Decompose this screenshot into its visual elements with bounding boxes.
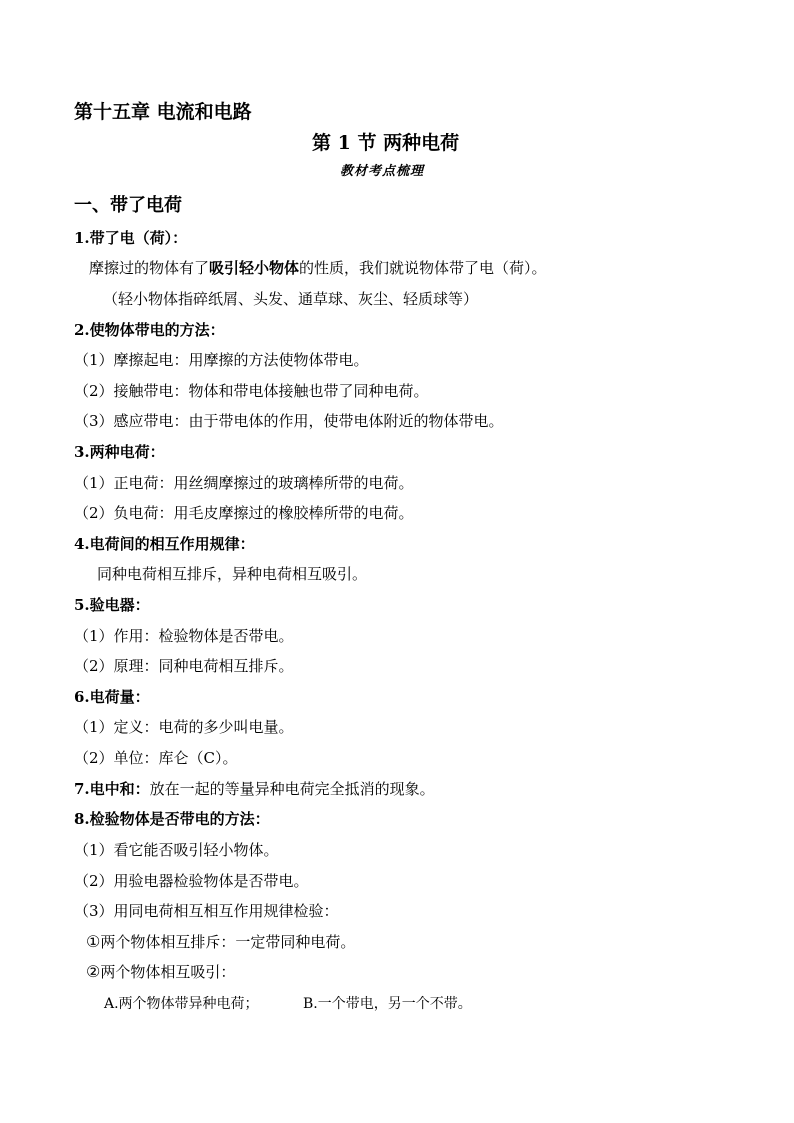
item5-heading: 5.验电器： [74,596,150,614]
item2-line2: （2）接触带电：物体和带电体接触也带了同种电荷。 [74,382,429,400]
item2-line3: （3）感应带电：由于带电体的作用，使带电体附近的物体带电。 [74,412,504,430]
item2-line1: （1）摩擦起电：用摩擦的方法使物体带电。 [74,351,369,369]
item5-line2: （2）原理：同种电荷相互排斥。 [74,657,294,675]
item1-text-pre: 摩擦过的物体有了 [89,259,210,277]
item8-case2 [86,962,235,982]
part-heading: 一、带了电荷 [74,195,182,216]
item1-text-emphasis: 吸引轻小物体 [209,259,300,277]
item8-line1: （1）看它能否吸引轻小物体。 [74,841,279,859]
item8-case1 [86,932,355,952]
item1-paragraph [89,258,547,278]
section-title: 第 1 节 两种电荷 [312,132,460,154]
item7-heading: 7.电中和： [74,780,150,798]
item1-heading: 1.带了电（荷）： [74,229,188,247]
item8-heading: 8.检验物体是否带电的方法： [74,810,270,828]
item8-choice-a: A.两个物体带异种电荷； [104,996,259,1012]
item8-case2-text: 两个物体相互吸引： [100,963,236,981]
item4-line1: 同种电荷相互排斥，异种电荷相互吸引。 [97,565,368,583]
item6-heading: 6.电荷量： [74,688,150,706]
item5-line1: （1）作用：检验物体是否带电。 [74,627,294,645]
item8-line2: （2）用验电器检验物体是否带电。 [74,872,309,890]
circled-one-marker: ① [86,932,101,951]
item8-line3: （3）用同电荷相互相互作用规律检验： [74,902,339,920]
item3-line2: （2）负电荷：用毛皮摩擦过的橡胶棒所带的电荷。 [74,504,414,522]
circled-two-marker: ② [86,962,101,981]
item3-heading: 3.两种电荷： [74,443,165,461]
item8-choice-b: B.一个带电，另一个不带。 [303,996,472,1012]
item6-line1: （1）定义：电荷的多少叫电量。 [74,718,294,736]
chapter-title: 第十五章 电流和电路 [74,101,252,123]
item1-note: （轻小物体指碎纸屑、头发、通草球、灰尘、轻质球等） [103,290,479,308]
item7-line [74,779,435,799]
item7-text: 放在一起的等量异种电荷完全抵消的现象。 [149,780,435,798]
item1-text-post: 的性质，我们就说物体带了电（荷）。 [299,259,547,277]
item4-heading: 4.电荷间的相互作用规律： [74,535,255,553]
subtitle: 教材考点梳理 [340,164,425,179]
item2-heading: 2.使物体带电的方法： [74,321,225,339]
item6-line2: （2）单位：库仑（C）。 [74,749,238,767]
item8-case1-text: 两个物体相互排斥：一定带同种电荷。 [100,933,356,951]
item3-line1: （1）正电荷：用丝绸摩擦过的玻璃棒所带的电荷。 [74,474,414,492]
